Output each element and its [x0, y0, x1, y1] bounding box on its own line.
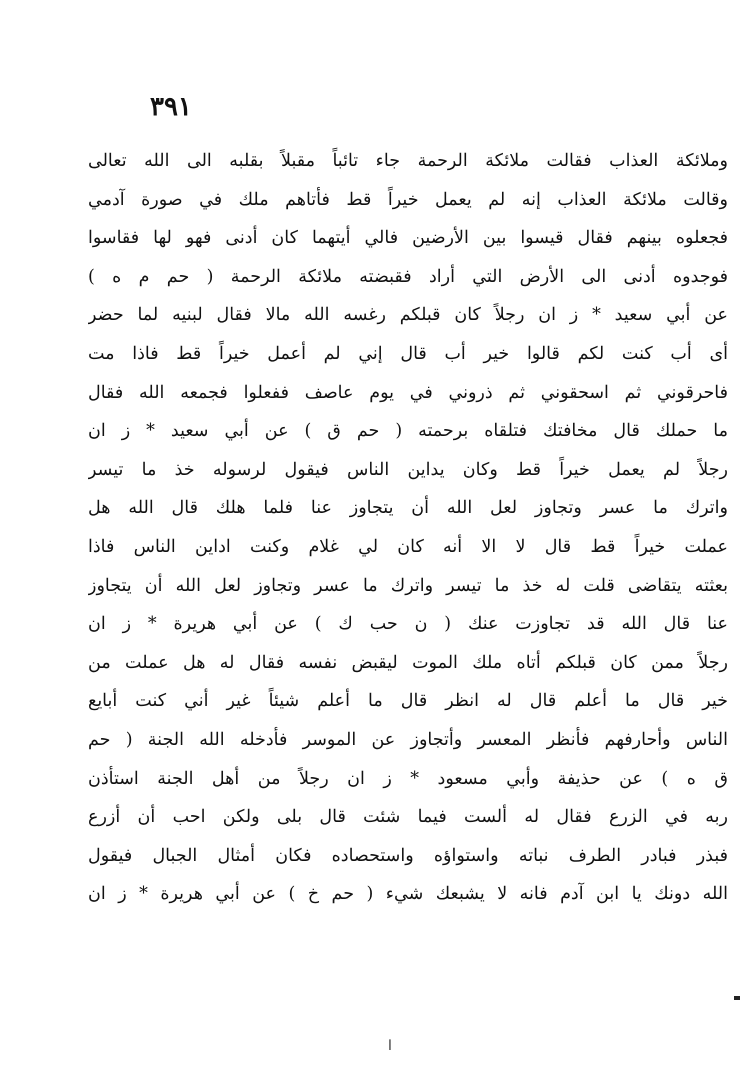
hadith-text-block	[88, 142, 728, 914]
text-line: عنا قال الله قد تجاوزت عنك ( ن حب ك ) عن أبي هريرة * ز ان	[88, 614, 728, 635]
text-line: عن أبي سعيد * ز ان رجلاً كان قبلكم رغسه الله مالا فقال لبنيه لما حضر	[88, 305, 728, 326]
text-line: وملائكة العذاب فقالت ملائكة الرحمة جاء تائباً مقبلاً بقلبه الى الله تعالى	[88, 151, 728, 171]
page-number: ٣٩١	[150, 92, 192, 122]
text-line: فوجدوه أدنى الى الأرض التي أراد فقبضته ملائكة الرحمة ( حم م ه )	[88, 266, 728, 287]
text-line: عملت خيراً قط قال لا الا أنه كان لي غلام وكنت اداين الناس فاذا	[88, 536, 728, 557]
text-line: خير قال ما أعلم قال له انظر قال ما أعلم شيئاً غير أني كنت أبايع	[88, 691, 728, 712]
edge-mark	[734, 996, 740, 1000]
text-line: ما حملك قال مخافتك فتلقاه برحمته ( حم ق ) عن أبي سعيد * ز ان	[88, 421, 728, 442]
text-line: بعثته يتقاضى قلت له خذ ما تيسر واترك ما عسر وتجاوز لعل الله أن يتجاوز	[88, 575, 728, 596]
text-line: رجلاً ممن كان قبلكم أتاه ملك الموت ليقبض نفسه فقال له هل عملت من	[88, 652, 728, 673]
text-line: فاحرقوني ثم اسحقوني ثم ذروني في يوم عاصف ففعلوا فجمعه الله فقال	[88, 382, 728, 403]
text-line: رجلاً لم يعمل خيراً قط وكان يداين الناس فيقول لرسوله خذ ما تيسر	[88, 459, 728, 480]
text-line: ربه في الزرع فقال له ألست فيما شئت قال بلى ولكن احب أن أزرع	[88, 807, 728, 828]
text-line: الله دونك يا ابن آدم فانه لا يشبعك شيء ( حم خ ) عن أبي هريرة * ز ان	[88, 884, 728, 905]
text-line: أى أب كنت لكم قالوا خير أب قال إني لم أعمل خيراً قط فاذا مت	[88, 343, 728, 364]
text-line: وقالت ملائكة العذاب إنه لم يعمل خيراً قط فأتاهم ملك في صورة آدمي	[88, 189, 728, 210]
text-line: ق ه ) عن حذيفة وأبي مسعود * ز ان رجلاً من أهل الجنة استأذن	[88, 768, 728, 789]
footer-mark: ا	[388, 1038, 392, 1054]
text-line: واترك ما عسر وتجاوز لعل الله أن يتجاوز عنا فلما هلك قال الله هل	[88, 498, 728, 519]
text-line: الناس وأحارفهم فأنظر المعسر وأتجاوز عن الموسر فأدخله الله الجنة ( حم	[88, 729, 728, 750]
text-line: فبذر فبادر الطرف نباته واستواؤه واستحصاده فكان أمثال الجبال فيقول	[88, 845, 728, 866]
text-line: فجعلوه بينهم فقال قيسوا بين الأرضين فالي أيتهما كان أدنى فهو لها فقاسوا	[88, 228, 728, 249]
